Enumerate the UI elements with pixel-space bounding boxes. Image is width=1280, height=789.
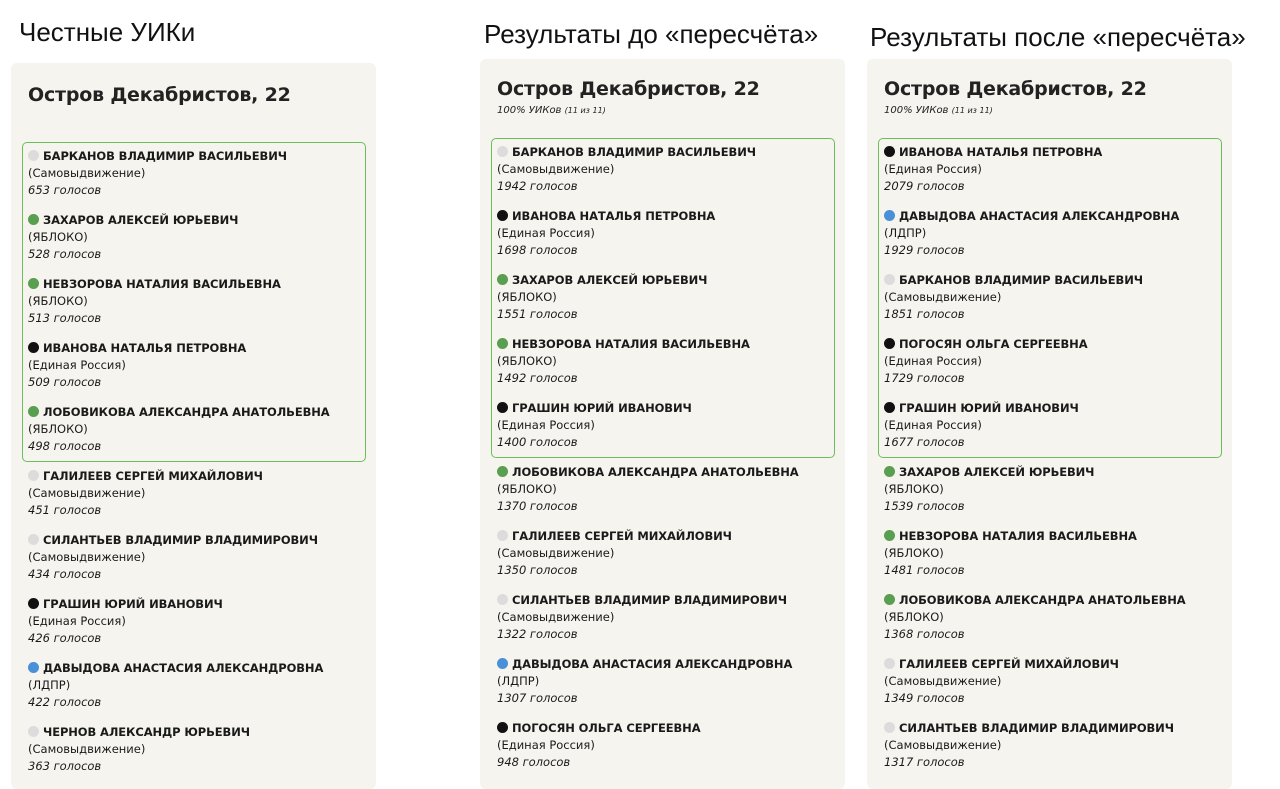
candidate-item: [884, 720, 1222, 784]
candidate-name: ЛОБОВИКОВА АЛЕКСАНДРА АНАТОЛЬЕВНА: [43, 405, 330, 419]
coverage-percent: 100% УИКов: [884, 105, 949, 116]
candidate-party: (Самовыдвижение): [497, 610, 615, 624]
candidate-party: (Самовыдвижение): [884, 674, 1002, 688]
precinct-coverage: [497, 105, 606, 116]
candidate-list: [884, 144, 1222, 784]
candidate-votes: 1307 голосов: [497, 691, 578, 705]
candidate-votes: 1370 голосов: [497, 499, 578, 513]
candidate-name-row: [497, 336, 750, 352]
candidate-name-row: [884, 720, 1174, 736]
candidate-name: ЗАХАРОВ АЛЕКСЕЙ ЮРЬЕВИЧ: [899, 465, 1095, 479]
candidate-item: [497, 656, 835, 720]
candidate-name: ЛОБОВИКОВА АЛЕКСАНДРА АНАТОЛЬЕВНА: [899, 593, 1186, 607]
candidate-party: (Единая Россия): [884, 418, 982, 432]
candidate-item: [884, 144, 1222, 208]
candidate-name: СИЛАНТЬЕВ ВЛАДИМИР ВЛАДИМИРОВИЧ: [899, 721, 1174, 735]
candidate-party: (Единая Россия): [497, 738, 595, 752]
candidate-name-row: [28, 212, 238, 228]
candidate-votes: 1929 голосов: [884, 243, 965, 257]
candidate-party: (Самовыдвижение): [497, 162, 615, 176]
candidate-name: ЛОБОВИКОВА АЛЕКСАНДРА АНАТОЛЬЕВНА: [512, 465, 799, 479]
candidate-name-row: [28, 724, 250, 740]
results-panel-after: [867, 59, 1232, 789]
candidate-party: (Единая Россия): [28, 614, 126, 628]
candidate-name-row: [884, 656, 1119, 672]
candidate-party: (ЯБЛОКО): [28, 230, 88, 244]
candidate-item: [884, 464, 1222, 528]
candidate-votes: 426 голосов: [28, 631, 102, 645]
candidate-item: [884, 656, 1222, 720]
candidate-party: (ЛДПР): [28, 678, 71, 692]
candidate-item: [497, 720, 835, 784]
candidate-name-row: [497, 592, 787, 608]
candidate-name-row: [884, 144, 1102, 160]
candidate-item: [28, 532, 366, 596]
candidate-votes: 509 голосов: [28, 375, 102, 389]
candidate-party: (ЯБЛОКО): [884, 546, 944, 560]
candidate-name-row: [884, 272, 1143, 288]
candidate-name: ГРАШИН ЮРИЙ ИВАНОВИЧ: [512, 401, 692, 415]
candidate-party: (ЯБЛОКО): [28, 422, 88, 436]
candidate-name: ГАЛИЛЕЕВ СЕРГЕЙ МИХАЙЛОВИЧ: [512, 529, 732, 543]
candidate-item: [28, 724, 366, 788]
party-color-dot-icon: [884, 338, 895, 349]
candidate-party: (Самовыдвижение): [884, 290, 1002, 304]
candidate-name-row: [497, 656, 792, 672]
candidate-name-row: [497, 464, 799, 480]
candidate-name-row: [28, 468, 263, 484]
candidate-votes: 422 голосов: [28, 695, 102, 709]
candidate-item: [497, 144, 835, 208]
party-color-dot-icon: [28, 278, 39, 289]
candidate-item: [497, 336, 835, 400]
candidate-item: [884, 272, 1222, 336]
candidate-name: ДАВЫДОВА АНАСТАСИЯ АЛЕКСАНДРОВНА: [512, 657, 793, 671]
candidate-name-row: [497, 528, 732, 544]
party-color-dot-icon: [28, 342, 39, 353]
candidate-item: [884, 528, 1222, 592]
candidate-votes: 1942 голосов: [497, 179, 578, 193]
candidate-name: ПОГОСЯН ОЛЬГА СЕРГЕЕВНА: [899, 337, 1088, 351]
candidate-votes: 2079 голосов: [884, 179, 965, 193]
candidate-name: БАРКАНОВ ВЛАДИМИР ВАСИЛЬЕВИЧ: [899, 273, 1143, 287]
candidate-name-row: [28, 596, 223, 612]
candidate-name: ЗАХАРОВ АЛЕКСЕЙ ЮРЬЕВИЧ: [43, 213, 239, 227]
candidate-party: (ЛДПР): [497, 674, 540, 688]
candidate-party: (ЯБЛОКО): [884, 482, 944, 496]
candidate-name-row: [884, 208, 1179, 224]
candidate-name: БАРКАНОВ ВЛАДИМИР ВАСИЛЬЕВИЧ: [43, 149, 287, 163]
candidate-name: НЕВЗОРОВА НАТАЛИЯ ВАСИЛЬЕВНА: [899, 529, 1137, 543]
candidate-votes: 1492 голосов: [497, 371, 578, 385]
candidate-name: НЕВЗОРОВА НАТАЛИЯ ВАСИЛЬЕВНА: [512, 337, 750, 351]
candidate-name-row: [28, 532, 318, 548]
party-color-dot-icon: [884, 466, 895, 477]
candidate-name: БАРКАНОВ ВЛАДИМИР ВАСИЛЬЕВИЧ: [512, 145, 756, 159]
candidate-name-row: [28, 660, 323, 676]
candidate-item: [28, 276, 366, 340]
candidate-votes: 1317 голосов: [884, 755, 965, 769]
candidate-party: (ЯБЛОКО): [28, 294, 88, 308]
candidate-party: (Самовыдвижение): [28, 486, 146, 500]
candidate-item: [884, 400, 1222, 464]
party-color-dot-icon: [884, 722, 895, 733]
candidate-votes: 1349 голосов: [884, 691, 965, 705]
candidate-party: (Единая Россия): [497, 226, 595, 240]
candidate-votes: 1322 голосов: [497, 627, 578, 641]
results-panel-before: [480, 59, 845, 789]
candidate-name: ИВАНОВА НАТАЛЬЯ ПЕТРОВНА: [43, 341, 247, 355]
candidate-name: ДАВЫДОВА АНАСТАСИЯ АЛЕКСАНДРОВНА: [899, 209, 1180, 223]
party-color-dot-icon: [497, 594, 508, 605]
candidate-name: ГАЛИЛЕЕВ СЕРГЕЙ МИХАЙЛОВИЧ: [43, 469, 263, 483]
candidate-item: [28, 660, 366, 724]
candidate-item: [497, 208, 835, 272]
coverage-percent: 100% УИКов: [497, 105, 562, 116]
coverage-count: (11 из 11): [564, 106, 606, 115]
results-panel-honest: [11, 63, 376, 789]
candidate-votes: 1551 голосов: [497, 307, 578, 321]
precinct-coverage: [884, 105, 993, 116]
candidate-party: (Самовыдвижение): [28, 166, 146, 180]
candidate-name: ИВАНОВА НАТАЛЬЯ ПЕТРОВНА: [512, 209, 716, 223]
candidate-votes: 1350 голосов: [497, 563, 578, 577]
party-color-dot-icon: [28, 150, 39, 161]
candidate-item: [497, 464, 835, 528]
party-color-dot-icon: [497, 530, 508, 541]
candidate-name: СИЛАНТЬЕВ ВЛАДИМИР ВЛАДИМИРОВИЧ: [43, 533, 318, 547]
candidate-name: ГАЛИЛЕЕВ СЕРГЕЙ МИХАЙЛОВИЧ: [899, 657, 1119, 671]
candidate-item: [28, 148, 366, 212]
candidate-name-row: [497, 720, 701, 736]
candidate-party: (Самовыдвижение): [28, 742, 146, 756]
candidate-item: [884, 592, 1222, 656]
column-heading-before: Результаты до «пересчёта»: [484, 19, 819, 49]
candidate-name: СИЛАНТЬЕВ ВЛАДИМИР ВЛАДИМИРОВИЧ: [512, 593, 787, 607]
candidate-name-row: [28, 404, 330, 420]
candidate-name-row: [884, 400, 1079, 416]
candidate-item: [28, 340, 366, 404]
candidate-votes: 363 голосов: [28, 759, 102, 773]
party-color-dot-icon: [497, 146, 508, 157]
candidate-votes: 1851 голосов: [884, 307, 965, 321]
party-color-dot-icon: [884, 402, 895, 413]
candidate-name-row: [884, 336, 1088, 352]
candidate-party: (Самовыдвижение): [884, 738, 1002, 752]
candidate-votes: 1698 голосов: [497, 243, 578, 257]
party-color-dot-icon: [28, 470, 39, 481]
candidate-name: ЗАХАРОВ АЛЕКСЕЙ ЮРЬЕВИЧ: [512, 273, 708, 287]
party-color-dot-icon: [28, 214, 39, 225]
candidate-name: ДАВЫДОВА АНАСТАСИЯ АЛЕКСАНДРОВНА: [43, 661, 324, 675]
party-color-dot-icon: [28, 534, 39, 545]
coverage-count: (11 из 11): [951, 106, 993, 115]
candidate-item: [884, 336, 1222, 400]
candidate-votes: 1729 голосов: [884, 371, 965, 385]
candidate-party: (Единая Россия): [884, 354, 982, 368]
party-color-dot-icon: [884, 594, 895, 605]
candidate-votes: 434 голосов: [28, 567, 102, 581]
candidate-name-row: [884, 464, 1094, 480]
candidate-name-row: [884, 528, 1137, 544]
district-title: Остров Декабристов, 22: [884, 78, 1147, 100]
column-heading-after: Результаты после «пересчёта»: [870, 22, 1246, 52]
candidate-name-row: [28, 148, 287, 164]
candidate-party: (ЛДПР): [884, 226, 927, 240]
party-color-dot-icon: [497, 210, 508, 221]
party-color-dot-icon: [28, 662, 39, 673]
party-color-dot-icon: [497, 402, 508, 413]
candidate-name-row: [497, 272, 707, 288]
candidate-name: ИВАНОВА НАТАЛЬЯ ПЕТРОВНА: [899, 145, 1103, 159]
candidate-name: ПОГОСЯН ОЛЬГА СЕРГЕЕВНА: [512, 721, 701, 735]
party-color-dot-icon: [497, 466, 508, 477]
candidate-name: ГРАШИН ЮРИЙ ИВАНОВИЧ: [899, 401, 1079, 415]
candidate-item: [497, 592, 835, 656]
candidate-name-row: [497, 400, 692, 416]
candidate-votes: 1677 голосов: [884, 435, 965, 449]
candidate-item: [28, 596, 366, 660]
candidate-list: [497, 144, 835, 784]
candidate-votes: 1368 голосов: [884, 627, 965, 641]
candidate-votes: 498 голосов: [28, 439, 102, 453]
candidate-item: [497, 400, 835, 464]
party-color-dot-icon: [497, 274, 508, 285]
candidate-votes: 653 голосов: [28, 183, 102, 197]
candidate-name-row: [884, 592, 1186, 608]
candidate-item: [497, 272, 835, 336]
candidate-votes: 528 голосов: [28, 247, 102, 261]
party-color-dot-icon: [28, 598, 39, 609]
candidate-name-row: [497, 208, 715, 224]
candidate-name-row: [28, 340, 246, 356]
candidate-votes: 1539 голосов: [884, 499, 965, 513]
candidate-votes: 1400 голосов: [497, 435, 578, 449]
candidate-party: (Единая Россия): [28, 358, 126, 372]
candidate-name-row: [28, 276, 281, 292]
candidate-party: (Единая Россия): [884, 162, 982, 176]
party-color-dot-icon: [884, 210, 895, 221]
party-color-dot-icon: [497, 722, 508, 733]
party-color-dot-icon: [497, 658, 508, 669]
candidate-item: [28, 468, 366, 532]
district-title: Остров Декабристов, 22: [497, 78, 760, 100]
candidate-party: (ЯБЛОКО): [884, 610, 944, 624]
candidate-votes: 451 голосов: [28, 503, 102, 517]
candidate-party: (Единая Россия): [497, 418, 595, 432]
party-color-dot-icon: [497, 338, 508, 349]
candidate-name: ЧЕРНОВ АЛЕКСАНДР ЮРЬЕВИЧ: [43, 725, 250, 739]
district-title: Остров Декабристов, 22: [28, 84, 291, 106]
column-heading-honest: Честные УИКи: [19, 17, 196, 47]
party-color-dot-icon: [28, 726, 39, 737]
candidate-party: (ЯБЛОКО): [497, 482, 557, 496]
candidate-name: НЕВЗОРОВА НАТАЛИЯ ВАСИЛЬЕВНА: [43, 277, 281, 291]
candidate-item: [28, 212, 366, 276]
party-color-dot-icon: [884, 274, 895, 285]
candidate-item: [884, 208, 1222, 272]
candidate-list: [28, 148, 366, 788]
candidate-party: (ЯБЛОКО): [497, 354, 557, 368]
candidate-party: (Самовыдвижение): [28, 550, 146, 564]
candidate-item: [497, 528, 835, 592]
candidate-name: ГРАШИН ЮРИЙ ИВАНОВИЧ: [43, 597, 223, 611]
candidate-item: [28, 404, 366, 468]
candidate-votes: 513 голосов: [28, 311, 102, 325]
party-color-dot-icon: [884, 658, 895, 669]
party-color-dot-icon: [884, 146, 895, 157]
candidate-name-row: [497, 144, 756, 160]
candidate-votes: 1481 голосов: [884, 563, 965, 577]
party-color-dot-icon: [28, 406, 39, 417]
party-color-dot-icon: [884, 530, 895, 541]
candidate-votes: 948 голосов: [497, 755, 571, 769]
candidate-party: (Самовыдвижение): [497, 546, 615, 560]
candidate-party: (ЯБЛОКО): [497, 290, 557, 304]
